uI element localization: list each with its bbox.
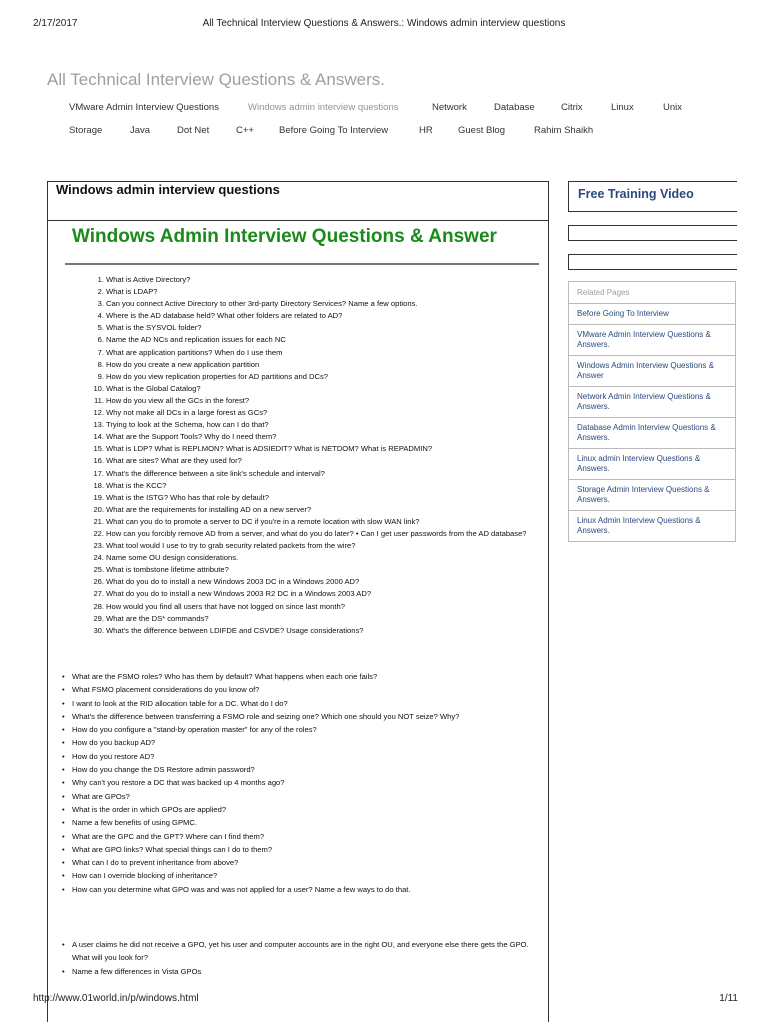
question-text: How do you view all the GCs in the forest? xyxy=(106,395,250,405)
question-item xyxy=(94,407,534,419)
question-text: Trying to look at the Schema, how can I do that? xyxy=(106,420,269,430)
question-text: What are the DS* commands? xyxy=(106,613,209,623)
bullet-item: • What are GPO links? What special things can I do to them? xyxy=(62,843,532,856)
question-text: How do you create a new application partition xyxy=(106,359,260,369)
question-item xyxy=(94,576,534,588)
bullet-list-fsmo-gpo xyxy=(62,670,532,896)
bullet-item: • How do you backup AD? xyxy=(62,736,532,749)
question-number: 20. xyxy=(93,504,104,514)
question-number: 28. xyxy=(93,601,104,611)
question-text: Name the AD NCs and replication issues for each NC xyxy=(106,335,286,345)
nav-link-network[interactable]: Network xyxy=(432,102,467,113)
training-video-box xyxy=(568,181,737,212)
question-number: 23. xyxy=(93,541,104,551)
question-text: What's the difference between LDIFDE and CSVDE? Usage considerations? xyxy=(106,625,364,635)
question-item xyxy=(94,480,534,492)
heading-divider xyxy=(65,263,539,265)
question-text: How would you find all users that have not logged on since last month? xyxy=(106,601,345,611)
question-number: 12. xyxy=(93,408,104,418)
question-number: 25. xyxy=(93,565,104,575)
question-number: 24. xyxy=(93,553,104,563)
question-number: 16. xyxy=(93,456,104,466)
question-item xyxy=(94,322,534,334)
question-number: 7. xyxy=(97,347,104,357)
related-pages xyxy=(568,281,736,542)
question-number: 6. xyxy=(97,335,104,345)
question-item xyxy=(94,455,534,467)
question-item xyxy=(94,298,534,310)
question-number: 15. xyxy=(93,444,104,454)
site-title[interactable]: All Technical Interview Questions & Answers. xyxy=(47,70,385,89)
bullet-item: • What's the difference between transferring a FSMO role and seizing one? Which one should you NOT seize? Why? xyxy=(62,710,532,723)
question-number: 5. xyxy=(97,323,104,333)
question-number: 3. xyxy=(97,299,104,309)
question-item xyxy=(94,625,534,637)
nav-link-hr[interactable]: HR xyxy=(419,125,433,136)
question-item xyxy=(94,371,534,383)
question-text: What tool would I use to try to grab security related packets from the wire? xyxy=(106,541,356,551)
bullet-item: • How can I override blocking of inheritance? xyxy=(62,869,532,882)
related-page-link[interactable]: Database Admin Interview Questions & Answers. xyxy=(569,418,735,449)
question-item xyxy=(94,528,534,540)
question-text: Name some OU design considerations. xyxy=(106,553,239,563)
question-number: 17. xyxy=(93,468,104,478)
question-number: 27. xyxy=(93,589,104,599)
nav-link-linux[interactable]: Linux xyxy=(611,102,634,113)
question-item xyxy=(94,540,534,552)
question-text: What is the KCC? xyxy=(106,480,167,490)
question-item xyxy=(94,588,534,600)
question-text: How can you forcibly remove AD from a server, and what do you do later? • Can I get user passwords from the AD database? xyxy=(106,528,527,538)
nav-link-guest-blog[interactable]: Guest Blog xyxy=(458,125,505,136)
bullet-item: • Name a few differences in Vista GPOs xyxy=(62,965,532,978)
bullet-item: • A user claims he did not receive a GPO, yet his user and computer accounts are in the right OU, and everyone else there gets the GPO. What will you look for? xyxy=(62,938,532,965)
question-text: What is Active Directory? xyxy=(106,275,191,284)
bullet-item: • How do you configure a "stand-by operation master" for any of the roles? xyxy=(62,723,532,736)
question-text: Where is the AD database held? What other folders are related to AD? xyxy=(106,311,343,321)
related-pages-heading: Related Pages xyxy=(569,282,735,304)
question-number: 4. xyxy=(97,311,104,321)
question-number: 8. xyxy=(97,359,104,369)
question-item xyxy=(94,395,534,407)
question-item xyxy=(94,492,534,504)
question-text: What are the requirements for installing AD on a new server? xyxy=(106,504,312,514)
sidebar-empty-box xyxy=(568,225,737,241)
question-text: What is LDAP? xyxy=(106,287,158,297)
bullet-item: • What are the GPC and the GPT? Where can I find them? xyxy=(62,830,532,843)
question-item xyxy=(94,516,534,528)
bullet-item: • What can I do to prevent inheritance from above? xyxy=(62,856,532,869)
bullet-item: • How can you determine what GPO was and was not applied for a user? Name a few ways to do that. xyxy=(62,883,532,896)
nav-link-citrix[interactable]: Citrix xyxy=(561,102,583,113)
article-heading: Windows Admin Interview Questions & Answer xyxy=(72,226,497,247)
question-text: What's the difference between a site link's schedule and interval? xyxy=(106,468,325,478)
question-item xyxy=(94,334,534,346)
question-item xyxy=(94,613,534,625)
question-text: Can you connect Active Directory to other 3rd-party Directory Services? Name a few options. xyxy=(106,299,418,309)
nav-link-storage[interactable]: Storage xyxy=(69,125,103,136)
question-number: 11. xyxy=(94,395,104,405)
question-text: What do you do to install a new Windows 2003 R2 DC in a Windows 2003 AD? xyxy=(106,589,372,599)
question-text: What can you do to promote a server to DC if you're in a remote location with slow WAN link? xyxy=(106,516,420,526)
related-page-link[interactable]: Storage Admin Interview Questions & Answers. xyxy=(569,480,735,511)
question-item xyxy=(94,274,534,286)
bullet-item: • How do you change the DS Restore admin password? xyxy=(62,763,532,776)
nav-link-vmware[interactable]: VMware Admin Interview Questions xyxy=(69,102,219,113)
question-item xyxy=(94,601,534,613)
question-text: What are the Support Tools? Why do I need them? xyxy=(106,432,277,442)
bullet-item: • What are GPOs? xyxy=(62,790,532,803)
bullet-item: • What FSMO placement considerations do you know of? xyxy=(62,683,532,696)
question-item xyxy=(94,431,534,443)
question-text: What is the Global Catalog? xyxy=(106,383,201,393)
question-item xyxy=(94,419,534,431)
bullet-item: • How do you restore AD? xyxy=(62,750,532,763)
question-number: 18. xyxy=(93,480,104,490)
related-page-link[interactable]: Linux admin Interview Questions & Answers. xyxy=(569,449,735,480)
question-item xyxy=(94,468,534,480)
bullet-item: • What is the order in which GPOs are applied? xyxy=(62,803,532,816)
related-page-link[interactable]: Linux Admin Interview Questions & Answers. xyxy=(577,516,701,535)
nav-link-java[interactable]: Java xyxy=(130,125,151,136)
question-text: Why not make all DCs in a large forest as GCs? xyxy=(106,408,268,418)
nav-link-rahim-shaikh[interactable]: Rahim Shaikh xyxy=(534,125,594,136)
bullet-list-gpo-extra xyxy=(62,938,532,978)
question-number: 9. xyxy=(97,371,104,381)
post-panel xyxy=(47,181,549,1022)
question-number: 19. xyxy=(93,492,104,502)
question-text: What do you do to install a new Windows 2003 DC in a Windows 2000 AD? xyxy=(106,577,360,587)
question-text: What is the SYSVOL folder? xyxy=(106,323,202,333)
nav-link-windows[interactable]: Windows admin interview questions xyxy=(248,102,399,113)
bullet-item: • Why can't you restore a DC that was backed up 4 months ago? xyxy=(62,776,532,789)
post-title: Windows admin interview questions xyxy=(56,182,280,197)
question-text: What is LDP? What is REPLMON? What is ADSIEDIT? What is NETDOM? What is REPADMIN? xyxy=(106,444,433,454)
question-item xyxy=(94,286,534,298)
nav-link-dotnet[interactable]: Dot Net xyxy=(177,125,210,136)
print-url: http://www.01world.in/p/windows.html xyxy=(33,993,199,1004)
question-number: 26. xyxy=(93,577,104,587)
nav-link-unix[interactable]: Unix xyxy=(663,102,683,113)
nav-link-before-interview[interactable]: Before Going To Interview xyxy=(279,125,389,136)
nav-link-database[interactable]: Database xyxy=(494,102,535,113)
question-item xyxy=(94,552,534,564)
print-title: All Technical Interview Questions & Answers.: Windows admin interview questions xyxy=(202,18,566,29)
question-item xyxy=(94,443,534,455)
question-number: 30. xyxy=(93,625,104,635)
training-video-title[interactable]: Free Training Video xyxy=(578,187,694,201)
question-item xyxy=(94,383,534,395)
question-item xyxy=(94,504,534,516)
question-number: 21. xyxy=(93,516,104,526)
question-item xyxy=(94,310,534,322)
question-number: 14. xyxy=(93,432,104,442)
question-item xyxy=(94,564,534,576)
question-item xyxy=(94,359,534,371)
question-text: What are sites? What are they used for? xyxy=(106,456,242,466)
question-number: 22. xyxy=(93,528,104,538)
related-page-link[interactable]: Windows Admin Interview Questions & Answer xyxy=(569,356,735,387)
print-page-number: 1/11 xyxy=(719,993,738,1004)
print-date: 2/17/2017 xyxy=(33,18,78,29)
bullet-item: • What are the FSMO roles? Who has them by default? What happens when each one fails? xyxy=(62,670,532,683)
related-page-link[interactable]: Before Going To Interview xyxy=(569,304,735,325)
bullet-item: • Name a few benefits of using GPMC. xyxy=(62,816,532,829)
question-list xyxy=(94,274,534,637)
question-text: What is tombstone lifetime attribute? xyxy=(106,565,229,575)
question-number: 29. xyxy=(93,613,104,623)
question-text: What is the ISTG? Who has that role by default? xyxy=(106,492,269,502)
question-number: 13. xyxy=(93,420,104,430)
question-number: 1. xyxy=(97,275,104,284)
bullet-item: • I want to look at the RID allocation table for a DC. What do I do? xyxy=(62,697,532,710)
question-number: 2. xyxy=(97,287,104,297)
question-number: 10. xyxy=(93,383,104,393)
question-text: What are application partitions? When do I use them xyxy=(106,347,283,357)
sidebar-empty-box xyxy=(568,254,737,270)
question-item xyxy=(94,347,534,359)
question-text: How do you view replication properties for AD partitions and DCs? xyxy=(106,371,329,381)
related-page-link[interactable]: VMware Admin Interview Questions & Answers. xyxy=(569,325,735,356)
related-page-link[interactable]: Network Admin Interview Questions & Answers. xyxy=(569,387,735,418)
nav-link-cpp[interactable]: C++ xyxy=(236,125,254,136)
